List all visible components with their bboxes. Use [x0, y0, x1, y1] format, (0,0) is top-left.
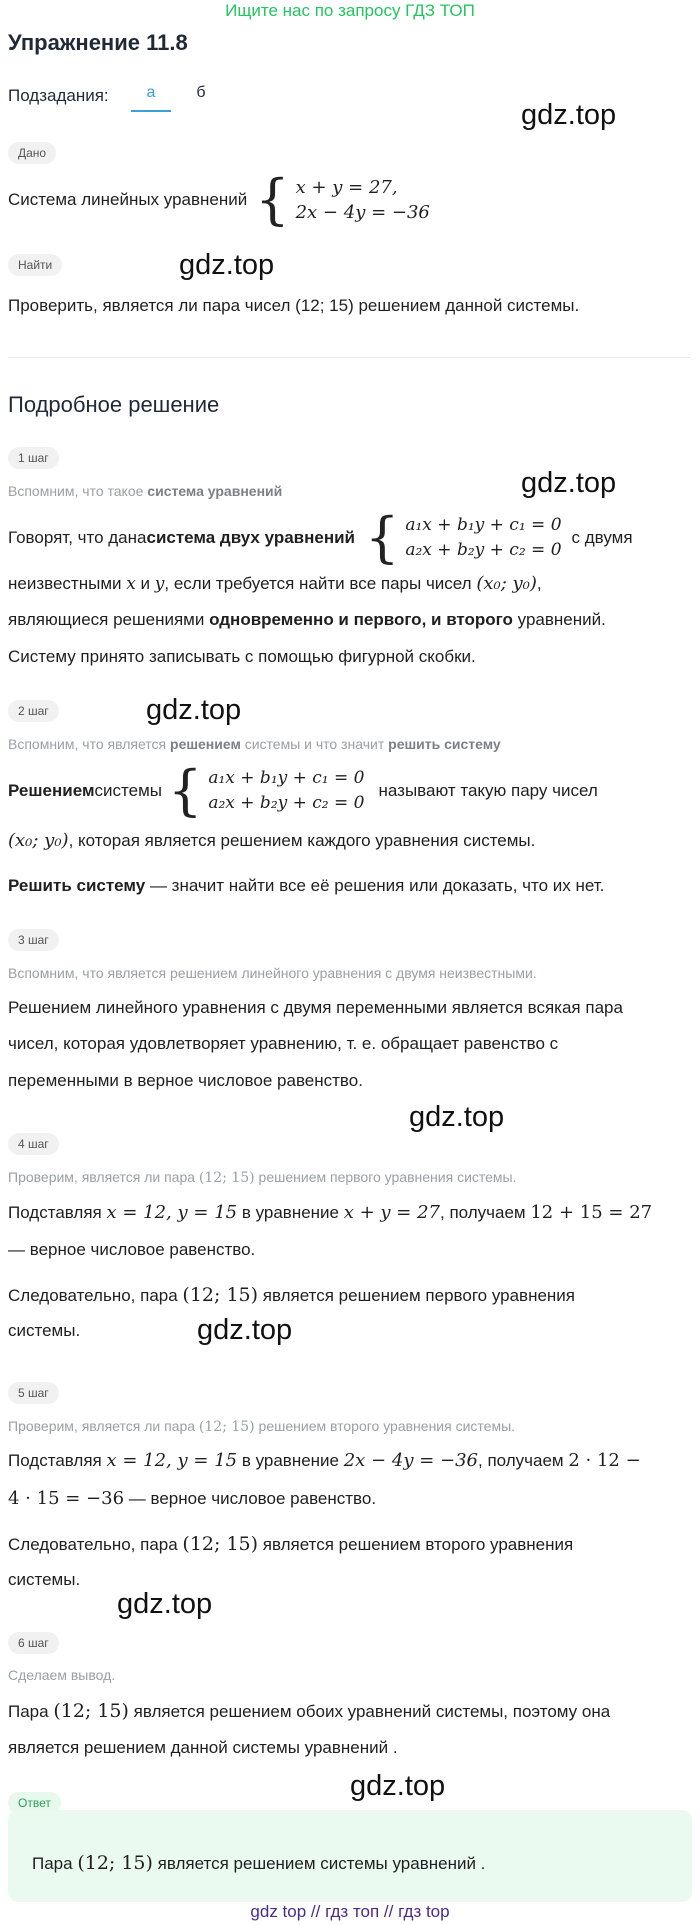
watermark: gdz.top	[197, 1314, 293, 1346]
system-of-equations: { a₁x + b₁y + c₁ = 0 a₂x + b₂y + c₂ = 0	[167, 759, 365, 822]
page-title: Упражнение 11.8	[8, 30, 188, 55]
step-5-line-2: 4 · 15 = −36 — верное числовое равенство.	[8, 1488, 377, 1509]
step-3-line-2: чисел, которая удовлетворяет уравнению, т. е. обращает равенство с	[8, 1034, 559, 1053]
step-1-line-2: неизвестными x и y, если требуется найти все пары чисел (x₀; y₀),	[8, 573, 542, 594]
step-5-line-3: Следовательно, пара (12; 15) является решением второго уравнения	[8, 1533, 574, 1555]
step-1-line-4: Систему принято записывать с помощью фигурной скобки.	[8, 647, 476, 666]
brace-icon: {	[167, 759, 203, 822]
search-banner: Ищите нас по запросу ГДЗ ТОП	[225, 1, 475, 20]
find-chip: Найти	[8, 254, 62, 276]
step-3-hint: Вспомним, что является решением линейного уравнения с двумя неизвестными.	[8, 965, 537, 981]
answer-text: Пара (12; 15) является решением системы уравнений .	[32, 1852, 486, 1874]
watermark: gdz.top	[179, 249, 275, 281]
system-of-equations: { a₁x + b₁y + c₁ = 0 a₂x + b₂y + c₂ = 0	[365, 506, 562, 569]
footer-links[interactable]: gdz top // гдз топ // гдз top	[250, 1902, 450, 1921]
step-3-line-1: Решением линейного уравнения с двумя переменными является всякая пара	[8, 998, 623, 1017]
step-6-hint: Сделаем вывод.	[8, 1667, 116, 1683]
step-2-line-1: Решением системы { a₁x + b₁y + c₁ = 0 a₂x + b₂y + c₂ = 0 называют такую пару чисел	[8, 759, 598, 822]
step-6-line-2: является решением данной системы уравнений .	[8, 1738, 398, 1757]
step-1-hint: Вспомним, что такое система уравнений	[8, 483, 283, 499]
step-5-line-1: Подставляя x = 12, y = 15 в уравнение 2x − 4y = −36, получаем 2 · 12 −	[8, 1450, 641, 1471]
step-2-chip: 2 шаг	[8, 700, 59, 722]
step-5-line-4: системы.	[8, 1570, 81, 1589]
divider	[8, 357, 690, 358]
answer-chip: Ответ	[8, 1792, 61, 1814]
step-4-line-2: — верное числовое равенство.	[8, 1240, 256, 1259]
watermark: gdz.top	[521, 99, 617, 131]
step-2-hint: Вспомним, что является решением системы и что значит решить систему	[8, 736, 501, 752]
watermark: gdz.top	[146, 694, 242, 726]
watermark: gdz.top	[117, 1588, 213, 1620]
given-text: Система линейных уравнений	[8, 190, 248, 209]
step-4-hint: Проверим, является ли пара (12; 15) решением первого уравнения системы.	[8, 1169, 517, 1186]
find-text: Проверить, является ли пара чисел (12; 15) решением данной системы.	[8, 296, 580, 315]
tab-subtask-a[interactable]: а	[131, 84, 171, 112]
step-4-line-1: Подставляя x = 12, y = 15 в уравнение x + y = 27, получаем 12 + 15 = 27	[8, 1202, 653, 1223]
step-1-chip: 1 шаг	[8, 447, 59, 469]
given-system	[255, 168, 430, 231]
watermark: gdz.top	[409, 1101, 505, 1133]
step-6-line-1: Пара (12; 15) является решением обоих уравнений системы, поэтому она	[8, 1700, 611, 1722]
step-3-line-3: переменными в верное числовое равенство.	[8, 1071, 363, 1090]
given-equation-2: 2x − 4y = −36	[295, 202, 430, 223]
given-chip: Дано	[8, 142, 56, 164]
step-2-line-2: (x₀; y₀), которая является решением каждого уравнения системы.	[8, 830, 536, 851]
section-title: Подробное решение	[8, 392, 220, 417]
step-2-line-3: Решить систему — значит найти все её решения или доказать, что их нет.	[8, 876, 605, 895]
watermark: gdz.top	[521, 467, 617, 499]
step-3-chip: 3 шаг	[8, 929, 59, 951]
watermark: gdz.top	[350, 1770, 446, 1802]
step-1-line-3: являющиеся решениями одновременно и первого, и второго уравнений.	[8, 610, 606, 629]
step-6-chip: 6 шаг	[8, 1632, 59, 1654]
step-5-hint: Проверим, является ли пара (12; 15) решением второго уравнения системы.	[8, 1418, 516, 1435]
step-1-line-1: Говорят, что дана система двух уравнений { a₁x + b₁y + c₁ = 0 a₂x + b₂y + c₂ = 0 с двумя	[8, 506, 633, 569]
given-equation-1: x + y = 27,	[295, 177, 398, 198]
step-4-line-3: Следовательно, пара (12; 15) является решением первого уравнения	[8, 1284, 576, 1306]
step-5-chip: 5 шаг	[8, 1382, 59, 1404]
brace-icon: {	[255, 168, 290, 231]
given-row	[8, 170, 430, 230]
brace-icon: {	[365, 506, 400, 569]
tab-subtask-b[interactable]: б	[196, 84, 206, 101]
step-4-chip: 4 шаг	[8, 1133, 59, 1155]
step-4-line-4: системы.	[8, 1321, 81, 1340]
subtasks-label: Подзадания:	[8, 86, 109, 105]
